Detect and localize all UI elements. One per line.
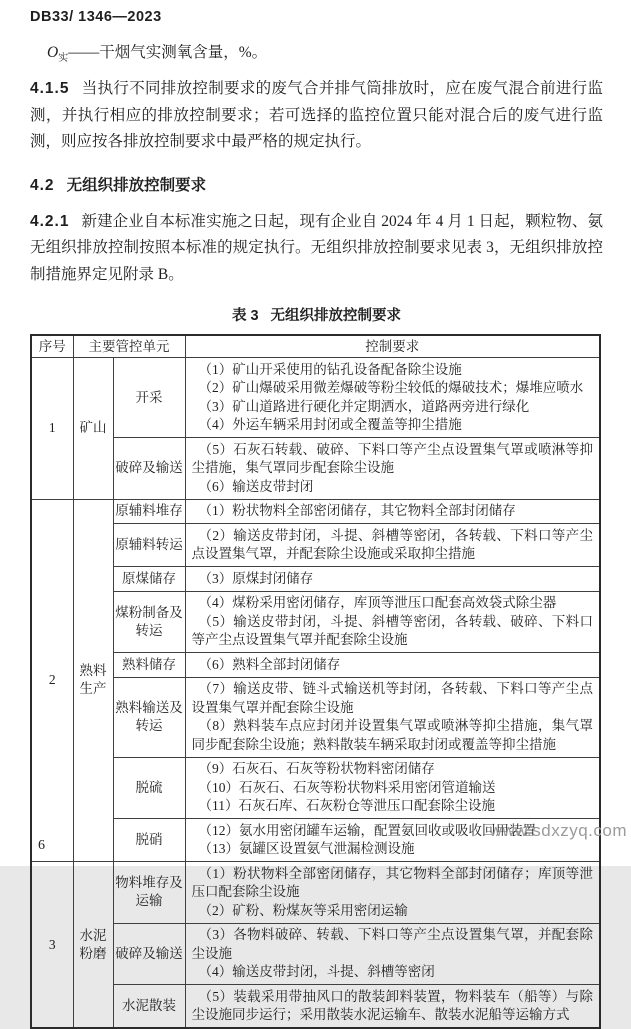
table-row [31,923,600,985]
requirement-item: （9）石灰石、石灰等粉状物料密闭储存 [198,761,435,777]
requirement-item: （4）输送皮带封闭，斗提、斜槽等密闭 [198,964,435,980]
requirement-item: （2）矿山爆破采用微差爆破等粉尘较低的爆破技术；爆堆应喷水 [198,380,584,396]
requirements-cell [185,862,600,924]
requirement-item: （4）外运车辆采用封闭或全覆盖等抑尘措施 [198,417,462,433]
requirements-cell [185,567,600,592]
watermark: www.sdxzyq.com [489,821,627,840]
requirement-item: （5）装载采用带抽风口的散装卸料装置，物料装车（船等）与除尘设施同步运行；采用散装水泥运输车、散装水泥船等运输方式 [191,988,593,1023]
table-3-caption-title: 无组织排放控制要求 [270,308,402,325]
unit-cell: 脱硝 [113,819,185,862]
clause-4-1-5-text: 当执行不同排放控制要求的废气合并排气筒排放时，应在废气混合前进行监测，并执行相应的排放控制要求；若可选择的监控位置只能对混合后的废气进行监测，则应按各排放控制要求中最严格的规定执行。 [30,80,603,151]
requirement-item: （10）石灰石、石灰等粉状物料采用密闭管道输送 [198,779,496,795]
clause-4-2-1-number: 4.2.1 [30,212,70,230]
table-header-row [31,335,600,358]
category-cell-mine: 矿山 [73,358,113,500]
table-3-caption-label: 表 3 [231,308,259,325]
clause-4-2-1 [30,209,603,289]
clause-4-2-1-text: 新建企业自本标准实施之日起，现有企业自 2024 年 4 月 1 日起，颗粒物、氨无组织排放控制按照本标准的规定执行。无组织排放控制要求见表 3，无组织排放控制措施界定见附录 B。 [30,212,603,283]
requirements-cell [185,985,600,1029]
symbol-o: O [47,44,59,61]
requirement-item: （3）原煤封闭储存 [198,570,314,586]
requirement-item: （7）输送皮带、链斗式输送机等封闭，各转载、下料口等产尘点设置集气罩并配套除尘设施 [191,681,593,715]
unit-cell: 熟料储存 [113,653,185,678]
requirement-item: （5）石灰石转载、破碎、下料口等产尘点设置集气罩或喷淋等抑尘措施，集气罩同步配套除尘设施 [191,441,593,476]
unit-cell: 原辅料转运 [113,524,185,567]
category-cell-grinding: 水泥粉磨 [73,862,113,1029]
unit-cell: 原辅料堆存 [113,499,185,524]
requirements-cell [185,653,600,678]
unit-cell: 煤粉制备及转运 [113,591,185,653]
requirement-item: （11）石灰石库、石灰粉仓等泄压口配套除尘设施 [198,798,495,814]
fugitive-emission-control-table [30,334,601,1029]
table-row [31,677,600,757]
table-row [31,499,600,524]
seq-cell-2: 2 [31,499,73,862]
unit-cell: 物料堆存及运输 [113,862,185,924]
requirement-item: （5）输送皮带封闭，斗提、斜槽等密闭，各转载、破碎、下料口等产尘点设置集气罩并配套除尘设施 [191,613,593,648]
table-row [31,757,600,819]
requirement-item: （3）各物料破碎、转载、下料口等产尘点设置集气罩，并配套除尘设施 [191,927,593,961]
header-control-unit: 主要管控单元 [73,335,185,358]
requirements-cell [185,923,600,985]
section-4-2-heading [30,173,603,195]
clause-4-1-5-number: 4.1.5 [30,80,70,98]
requirements-cell [185,677,600,757]
header-seq: 序号 [31,335,73,358]
unit-cell: 水泥散装 [113,985,185,1029]
unit-cell: 原煤储存 [113,567,185,592]
table-row [31,524,600,567]
requirements-cell [185,438,600,500]
requirement-item: （2）矿粉、粉煤灰等采用密闭运输 [198,902,408,918]
unit-cell: 开采 [113,358,185,438]
section-4-2-number: 4.2 [30,176,55,194]
requirement-item: （6）输送皮带封闭 [198,478,314,494]
requirements-cell [185,757,600,819]
requirements-cell [185,358,600,438]
unit-cell: 熟料输送及转运 [113,677,185,757]
table-row [31,862,600,924]
requirement-item: （12）氨水用密闭罐车运输，配置氨回收或吸收回用装置 [198,822,536,838]
requirements-cell [185,591,600,653]
section-4-2-title: 无组织排放控制要求 [66,176,207,194]
unit-cell: 脱硫 [113,757,185,819]
table-3-caption [30,304,603,325]
unit-cell: 破碎及输送 [113,438,185,500]
page-number: 6 [38,838,45,853]
requirement-item: （1）粉状物料全部密闭储存，其它物料全部封闭储存 [198,503,516,519]
seq-cell-3: 3 [31,862,73,1029]
requirements-cell [185,524,600,567]
symbol-definition-text: ——干烟气实测氧含量，%。 [68,44,268,61]
unit-cell: 破碎及输送 [113,923,185,985]
table-row [31,653,600,678]
requirement-item: （1）粉状物料全部密闭储存，其它物料全部封闭储存；库顶等泄压口配套除尘设施 [191,865,593,900]
seq-cell-1: 1 [31,358,73,500]
requirement-item: （13）氨罐区设置氨气泄漏检测设施 [198,841,415,857]
table-row [31,591,600,653]
table-row [31,358,600,438]
clause-4-1-5 [30,76,603,156]
requirement-item: （6）熟料全部封闭储存 [198,656,341,672]
table-row [31,438,600,500]
table-row [31,985,600,1029]
category-cell-clinker: 熟料生产 [73,499,113,862]
requirement-item: （1）矿山开采使用的钻孔设备配备除尘设施 [198,361,462,377]
header-requirements: 控制要求 [185,335,600,358]
requirement-item: （8）熟料装车点应封闭并设置集气罩或喷淋等抑尘措施，集气罩同步配套除尘设施；熟料散装车辆采取封闭或覆盖等抑尘措施 [191,718,593,752]
table-row [31,567,600,592]
symbol-subscript: 实 [58,53,69,65]
requirement-item: （4）煤粉采用密闭储存，库顶等泄压口配套高效袋式除尘器 [198,595,557,611]
requirement-item: （2）输送皮带封闭，斗提、斜槽等密闭，各转载、下料口等产尘点设置集气罩，并配套除尘设施或采取抑尘措施 [191,527,593,562]
requirement-item: （3）矿山道路进行硬化并定期洒水，道路两旁进行绿化 [198,398,530,414]
requirements-cell [185,499,600,524]
standard-code-header: DB33/ 1346—2023 [30,9,162,25]
symbol-definition [30,42,603,70]
